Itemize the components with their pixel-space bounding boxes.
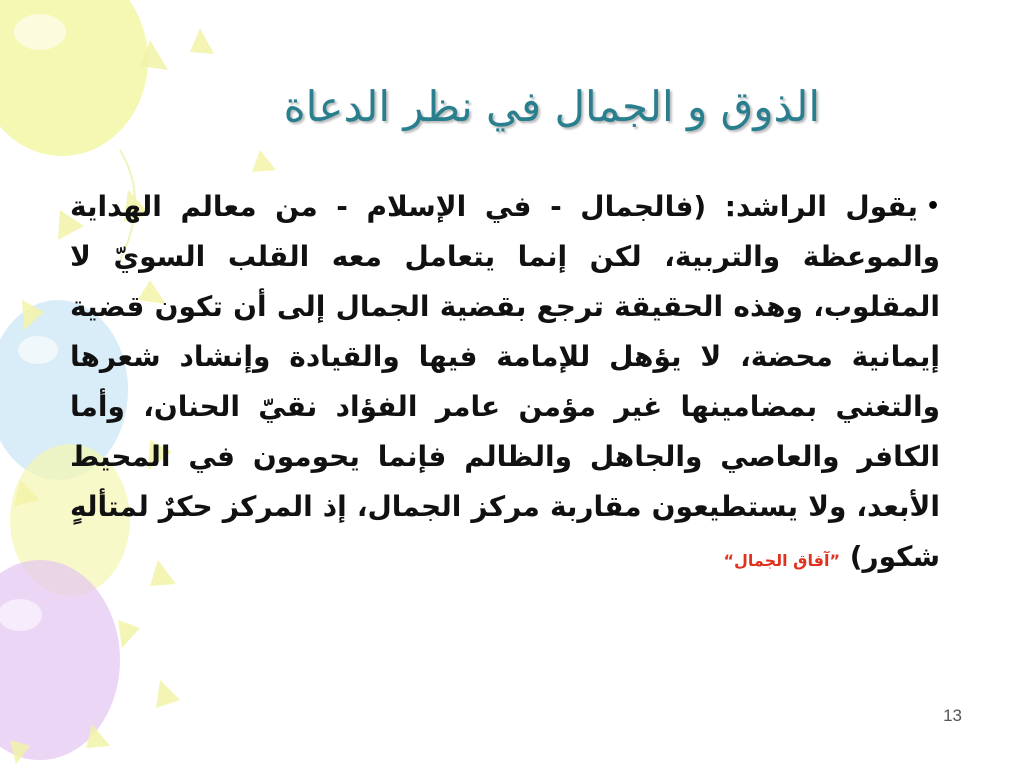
bullet-icon: • (925, 194, 940, 219)
source-citation: ”آفاق الجمال“ (723, 551, 840, 570)
slide-title: الذوق و الجمال في نظر الدعاة (283, 82, 820, 131)
page-number: 13 (943, 706, 962, 725)
quote-text: يقول الراشد: (فالجمال - في الإسلام - من معالم الهداية والموعظة والتربية، لكن إنما يتعامل معه القلب السويّ لا المقلوب، وهذه الحقيقة ترجع بقضية الجمال إلى أن تكون قضية إيمانية محضة، لا يؤهل للإمامة فيها والقيادة وإنشاد شعرها والتغني بمضامينها غير مؤمن عامر الفؤاد نقيّ الحنان، وأما الكافر والعاصي والجاهل والظالم فإنما يحومون في المحيط الأبعد، ولا يستطيعون مقاربة مركز الجمال، إذ المركز حكرٌ لمتألهٍ شكور) (70, 190, 940, 573)
slide-body (70, 182, 940, 586)
purple-balloon (0, 560, 120, 760)
